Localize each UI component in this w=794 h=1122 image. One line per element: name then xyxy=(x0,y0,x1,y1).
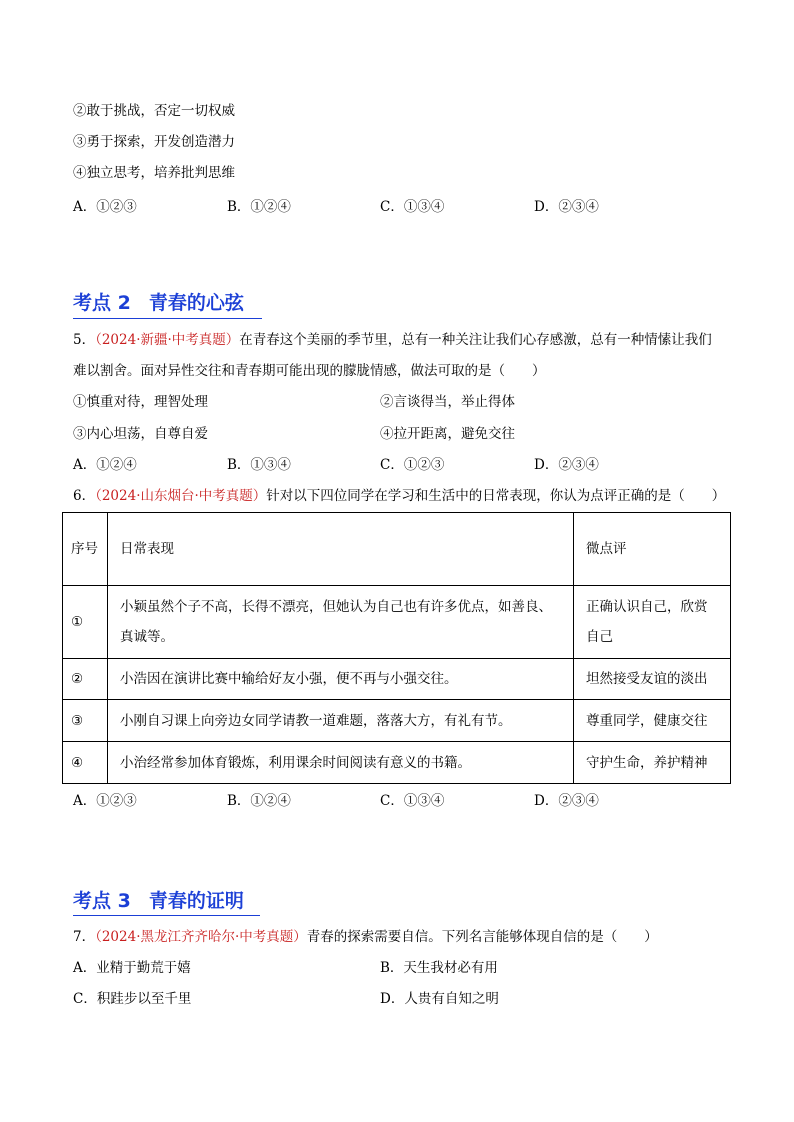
row-comment: 尊重同学，健康交往 xyxy=(574,700,731,742)
section-3-heading xyxy=(73,888,244,914)
q6-stem-text: 针对以下四位同学在学习和生活中的日常表现，你认为点评正确的是（ ） xyxy=(266,488,726,504)
row-behavior: 小治经常参加体育锻炼，利用课余时间阅读有意义的书籍。 xyxy=(108,742,574,784)
q4-statement-4: ④独立思考，培养批判思维 xyxy=(73,165,235,181)
row-index: ② xyxy=(63,659,108,700)
section-2-title: 青春的心弦 xyxy=(148,292,244,314)
q7-option-c: C．积跬步以至千里 xyxy=(73,991,192,1007)
q7-number: 7． xyxy=(73,929,96,945)
q7-source: （2024·黑龙江齐齐哈尔·中考真题） xyxy=(95,929,307,945)
q7-stem xyxy=(73,927,658,947)
q5-source: （2024·新疆·中考真题） xyxy=(95,332,240,348)
q5-option-d: D．②③④ xyxy=(534,457,599,473)
q5-option-b: B．①③④ xyxy=(227,457,291,473)
q5-option-a: A．①②④ xyxy=(73,457,137,473)
section-3-number: 考点 3 xyxy=(73,890,131,912)
table-row xyxy=(63,742,731,784)
q5-number: 5． xyxy=(73,332,96,348)
row-index: ① xyxy=(63,586,108,659)
q6-option-d: D．②③④ xyxy=(534,793,599,809)
q5-statement-4: ④拉开距离，避免交往 xyxy=(380,426,515,442)
section-2-heading xyxy=(73,290,244,316)
row-behavior: 小浩因在演讲比赛中输给好友小强，便不再与小强交往。 xyxy=(108,659,574,700)
table-row xyxy=(63,586,731,659)
q5-statement-3: ③内心坦荡，自尊自爱 xyxy=(73,426,208,442)
q7-stem-text: 青春的探索需要自信。下列名言能够体现自信的是（ ） xyxy=(306,929,658,945)
q6-source: （2024·山东烟台·中考真题） xyxy=(95,488,267,504)
q4-option-a: A．①②③ xyxy=(73,199,137,215)
table-row xyxy=(63,700,731,742)
row-comment: 正确认识自己，欣赏自己 xyxy=(574,586,731,659)
q7-option-d: D．人贵有自知之明 xyxy=(380,991,499,1007)
q7-option-b: B．天生我材必有用 xyxy=(380,960,498,976)
q5-stem-line2: 难以割舍。面对异性交往和青春期可能出现的朦胧情感，做法可取的是（ ） xyxy=(73,363,546,379)
header-comment: 微点评 xyxy=(574,513,731,586)
q5-stem-line1 xyxy=(73,330,712,350)
q6-option-c: C．①③④ xyxy=(380,793,445,809)
q5-statement-1: ①慎重对待，理智处理 xyxy=(73,394,208,410)
section-2-number: 考点 2 xyxy=(73,292,131,314)
row-behavior: 小颖虽然个子不高，长得不漂亮，但她认为自己也有许多优点，如善良、真诚等。 xyxy=(108,586,574,659)
q6-stem xyxy=(73,486,725,506)
row-index: ④ xyxy=(63,742,108,784)
q6-option-a: A．①②③ xyxy=(73,793,137,809)
row-behavior: 小刚自习课上向旁边女同学请教一道难题，落落大方，有礼有节。 xyxy=(108,700,574,742)
table-header-row xyxy=(63,513,731,586)
header-behavior: 日常表现 xyxy=(108,513,574,586)
q6-number: 6． xyxy=(73,488,96,504)
table-row xyxy=(63,659,731,700)
q4-option-d: D．②③④ xyxy=(534,199,599,215)
q7-option-a: A．业精于勤荒于嬉 xyxy=(73,960,191,976)
q4-statement-3: ③勇于探索，开发创造潜力 xyxy=(73,134,235,150)
q5-option-c: C．①②③ xyxy=(380,457,445,473)
section-3-underline xyxy=(73,915,260,916)
row-index: ③ xyxy=(63,700,108,742)
row-comment: 坦然接受友谊的淡出 xyxy=(574,659,731,700)
q4-statement-2: ②敢于挑战，否定一切权威 xyxy=(73,103,235,119)
q4-option-b: B．①②④ xyxy=(227,199,291,215)
row-comment: 守护生命，养护精神 xyxy=(574,742,731,784)
q5-statement-2: ②言谈得当，举止得体 xyxy=(380,394,515,410)
q5-stem-text1: 在青春这个美丽的季节里，总有一种关注让我们心存感激，总有一种情愫让我们 xyxy=(239,332,712,348)
section-3-title: 青春的证明 xyxy=(148,890,244,912)
header-index: 序号 xyxy=(63,513,108,586)
q4-option-c: C．①③④ xyxy=(380,199,445,215)
section-2-underline xyxy=(73,318,262,319)
q6-table xyxy=(62,512,731,784)
q6-option-b: B．①②④ xyxy=(227,793,291,809)
